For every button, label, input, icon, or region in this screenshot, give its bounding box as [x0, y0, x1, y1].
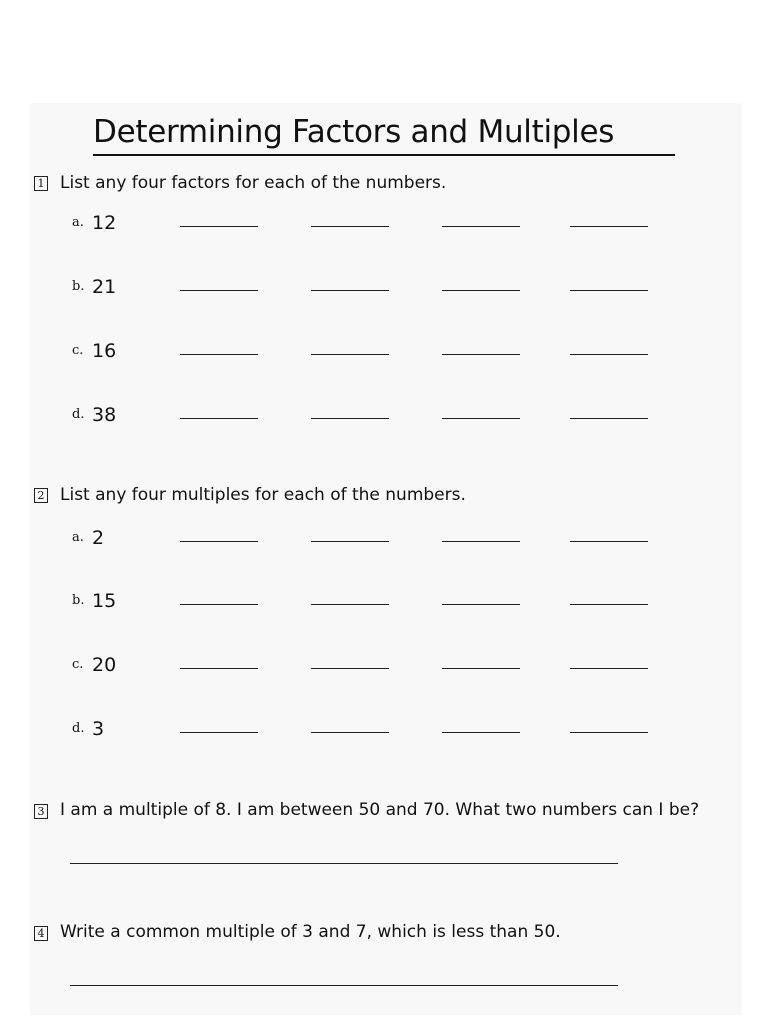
item-number: 3: [92, 718, 105, 740]
item-number: 15: [92, 590, 117, 612]
item-letter: a.: [72, 215, 84, 230]
answer-blank-4[interactable]: [570, 732, 648, 733]
item-letter: b.: [72, 593, 85, 608]
answer-blank-2[interactable]: [311, 290, 389, 291]
item-letter: c.: [72, 343, 84, 358]
answer-blank-1[interactable]: [180, 290, 258, 291]
item-letter: d.: [72, 721, 85, 736]
answer-blank-4[interactable]: [570, 226, 648, 227]
answer-blank-2[interactable]: [311, 418, 389, 419]
answer-blank-1[interactable]: [180, 668, 258, 669]
question-3-answer-line[interactable]: [70, 863, 618, 864]
question-4-number-box: 4: [34, 926, 48, 941]
answer-blank-1[interactable]: [180, 604, 258, 605]
answer-blank-2[interactable]: [311, 604, 389, 605]
answer-blank-2[interactable]: [311, 354, 389, 355]
answer-blank-3[interactable]: [442, 354, 520, 355]
question-2-item-a: [72, 526, 672, 556]
item-letter: d.: [72, 407, 85, 422]
answer-blank-1[interactable]: [180, 354, 258, 355]
answer-blank-1[interactable]: [180, 541, 258, 542]
question-1-number-box: 1: [34, 176, 48, 191]
question-1-text: List any four factors for each of the numbers.: [60, 173, 447, 193]
worksheet-title: Determining Factors and Multiples: [93, 114, 615, 150]
question-1-item-c: [72, 339, 672, 369]
answer-blank-2[interactable]: [311, 732, 389, 733]
answer-blank-4[interactable]: [570, 290, 648, 291]
answer-blank-4[interactable]: [570, 354, 648, 355]
answer-blank-1[interactable]: [180, 226, 258, 227]
answer-blank-1[interactable]: [180, 732, 258, 733]
question-3-number-box: 3: [34, 804, 48, 819]
answer-blank-2[interactable]: [311, 226, 389, 227]
answer-blank-3[interactable]: [442, 541, 520, 542]
item-letter: c.: [72, 657, 84, 672]
answer-blank-3[interactable]: [442, 290, 520, 291]
item-letter: b.: [72, 279, 85, 294]
answer-blank-4[interactable]: [570, 604, 648, 605]
answer-blank-4[interactable]: [570, 668, 648, 669]
answer-blank-3[interactable]: [442, 418, 520, 419]
item-number: 20: [92, 654, 117, 676]
answer-blank-3[interactable]: [442, 604, 520, 605]
question-2-item-c: [72, 653, 672, 683]
question-2-item-b: [72, 589, 672, 619]
title-underline: [93, 154, 675, 156]
question-2-item-d: [72, 717, 672, 747]
item-number: 16: [92, 340, 117, 362]
question-2-text: List any four multiples for each of the numbers.: [60, 485, 466, 505]
question-1-item-a: [72, 211, 672, 241]
answer-blank-3[interactable]: [442, 732, 520, 733]
item-number: 12: [92, 212, 117, 234]
answer-blank-3[interactable]: [442, 226, 520, 227]
item-letter: a.: [72, 530, 84, 545]
question-4-answer-line[interactable]: [70, 985, 618, 986]
answer-blank-3[interactable]: [442, 668, 520, 669]
item-number: 38: [92, 404, 117, 426]
answer-blank-4[interactable]: [570, 541, 648, 542]
item-number: 21: [92, 276, 117, 298]
answer-blank-2[interactable]: [311, 541, 389, 542]
question-4-text: Write a common multiple of 3 and 7, which is less than 50.: [60, 922, 561, 942]
question-1-item-d: [72, 403, 672, 433]
answer-blank-4[interactable]: [570, 418, 648, 419]
question-1-item-b: [72, 275, 672, 305]
question-2-number-box: 2: [34, 488, 48, 503]
answer-blank-2[interactable]: [311, 668, 389, 669]
question-3-text: I am a multiple of 8. I am between 50 and 70. What two numbers can I be?: [60, 800, 700, 820]
answer-blank-1[interactable]: [180, 418, 258, 419]
item-number: 2: [92, 527, 105, 549]
